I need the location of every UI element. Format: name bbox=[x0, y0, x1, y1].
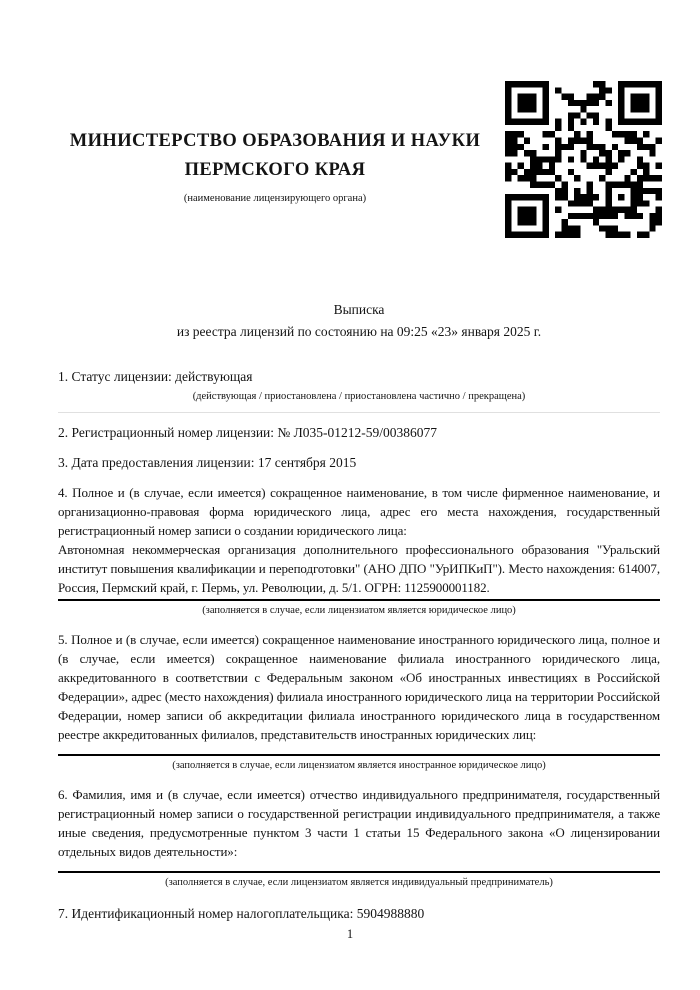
section-registration-number: 2. Регистрационный номер лицензии: № Л035-01212-59/00386077 bbox=[58, 425, 438, 440]
entrepreneur-blank-underline bbox=[58, 871, 660, 873]
legal-entity-underline bbox=[58, 599, 660, 601]
page-number: 1 bbox=[346, 927, 354, 941]
section-legal-entity-question: 4. Полное и (в случае, если имеется) сокращенное наименование, в том числе фирменное наименование, и организационно-правовая форма юридического лица, адрес его места нахождения, государственный регистрационный номер записи о создании юридического лица: bbox=[58, 485, 660, 538]
section-entrepreneur-question: 6. Фамилия, имя и (в случае, если имеется) отчество индивидуального предпринимателя, государственный регистрационный номер записи о государственной регистрации индивидуального предпринимателя, а также иные сведения, предусмотренные пунктом 3 части 1 статьи 15 Федерального закона «О лицензировании отдельных видов деятельности»: bbox=[58, 787, 660, 859]
ministry-header bbox=[55, 127, 495, 206]
foreign-entity-note: (заполняется в случае, если лицензиатом является иностранное юридическое лицо) bbox=[172, 760, 546, 771]
license-status-options-note: (действующая / приостановлена / приостановлена частично / прекращена) bbox=[192, 391, 526, 402]
legal-entity-note: (заполняется в случае, если лицензиатом является юридическое лицо) bbox=[202, 605, 516, 616]
section-foreign-entity-question: 5. Полное и (в случае, если имеется) сокращенное наименование иностранного юридического лица, полное и (в случае, если имеется) сокращенное наименование филиала иностранного юридического лица, аккредитованного в соответствии с Федеральным законом «Об иностранных инвестициях в Российской Федерации», адрес (место нахождения) филиала иностранного юридического лица на территории Российской Федерации, номер записи об аккредитации филиала иностранного юридического лица в государственном реестре аккредитованных филиалов, представительств иностранных юридических лиц: bbox=[58, 632, 660, 742]
entrepreneur-note: (заполняется в случае, если лицензиатом является индивидуальный предприниматель) bbox=[165, 877, 553, 888]
ministry-name-line1: МИНИСТЕРСТВО ОБРАЗОВАНИЯ И НАУКИ bbox=[69, 131, 481, 151]
licensing-authority-note: (наименование лицензирующего органа) bbox=[183, 193, 367, 204]
title-line2: из реестра лицензий по состоянию на 09:25 «23» января 2025 г. bbox=[176, 324, 542, 339]
status-divider-line bbox=[58, 412, 660, 413]
qr-code bbox=[505, 81, 662, 238]
ministry-name-line2: ПЕРМСКОГО КРАЯ bbox=[184, 160, 366, 180]
document-title bbox=[58, 299, 660, 343]
section-license-status: 1. Статус лицензии: действующая bbox=[58, 369, 253, 384]
foreign-entity-blank-underline bbox=[58, 754, 660, 756]
section-legal-entity-answer: Автономная некоммерческая организация дополнительного профессионального образования "Уральский институт повышения квалификации и переподготовки" (АНО ДПО "УрИПКиП"). Место нахождения: 614007, Россия, Пермский край, г. Пермь, ул. Революции, д. 5/1. ОГРН: 1125900001182. bbox=[58, 542, 660, 595]
section-taxpayer-number: 7. Идентификационный номер налогоплательщика: 5904988880 bbox=[58, 906, 425, 921]
document-body bbox=[58, 367, 660, 924]
section-grant-date: 3. Дата предоставления лицензии: 17 сентября 2015 bbox=[58, 455, 357, 470]
title-line1: Выписка bbox=[333, 302, 385, 317]
